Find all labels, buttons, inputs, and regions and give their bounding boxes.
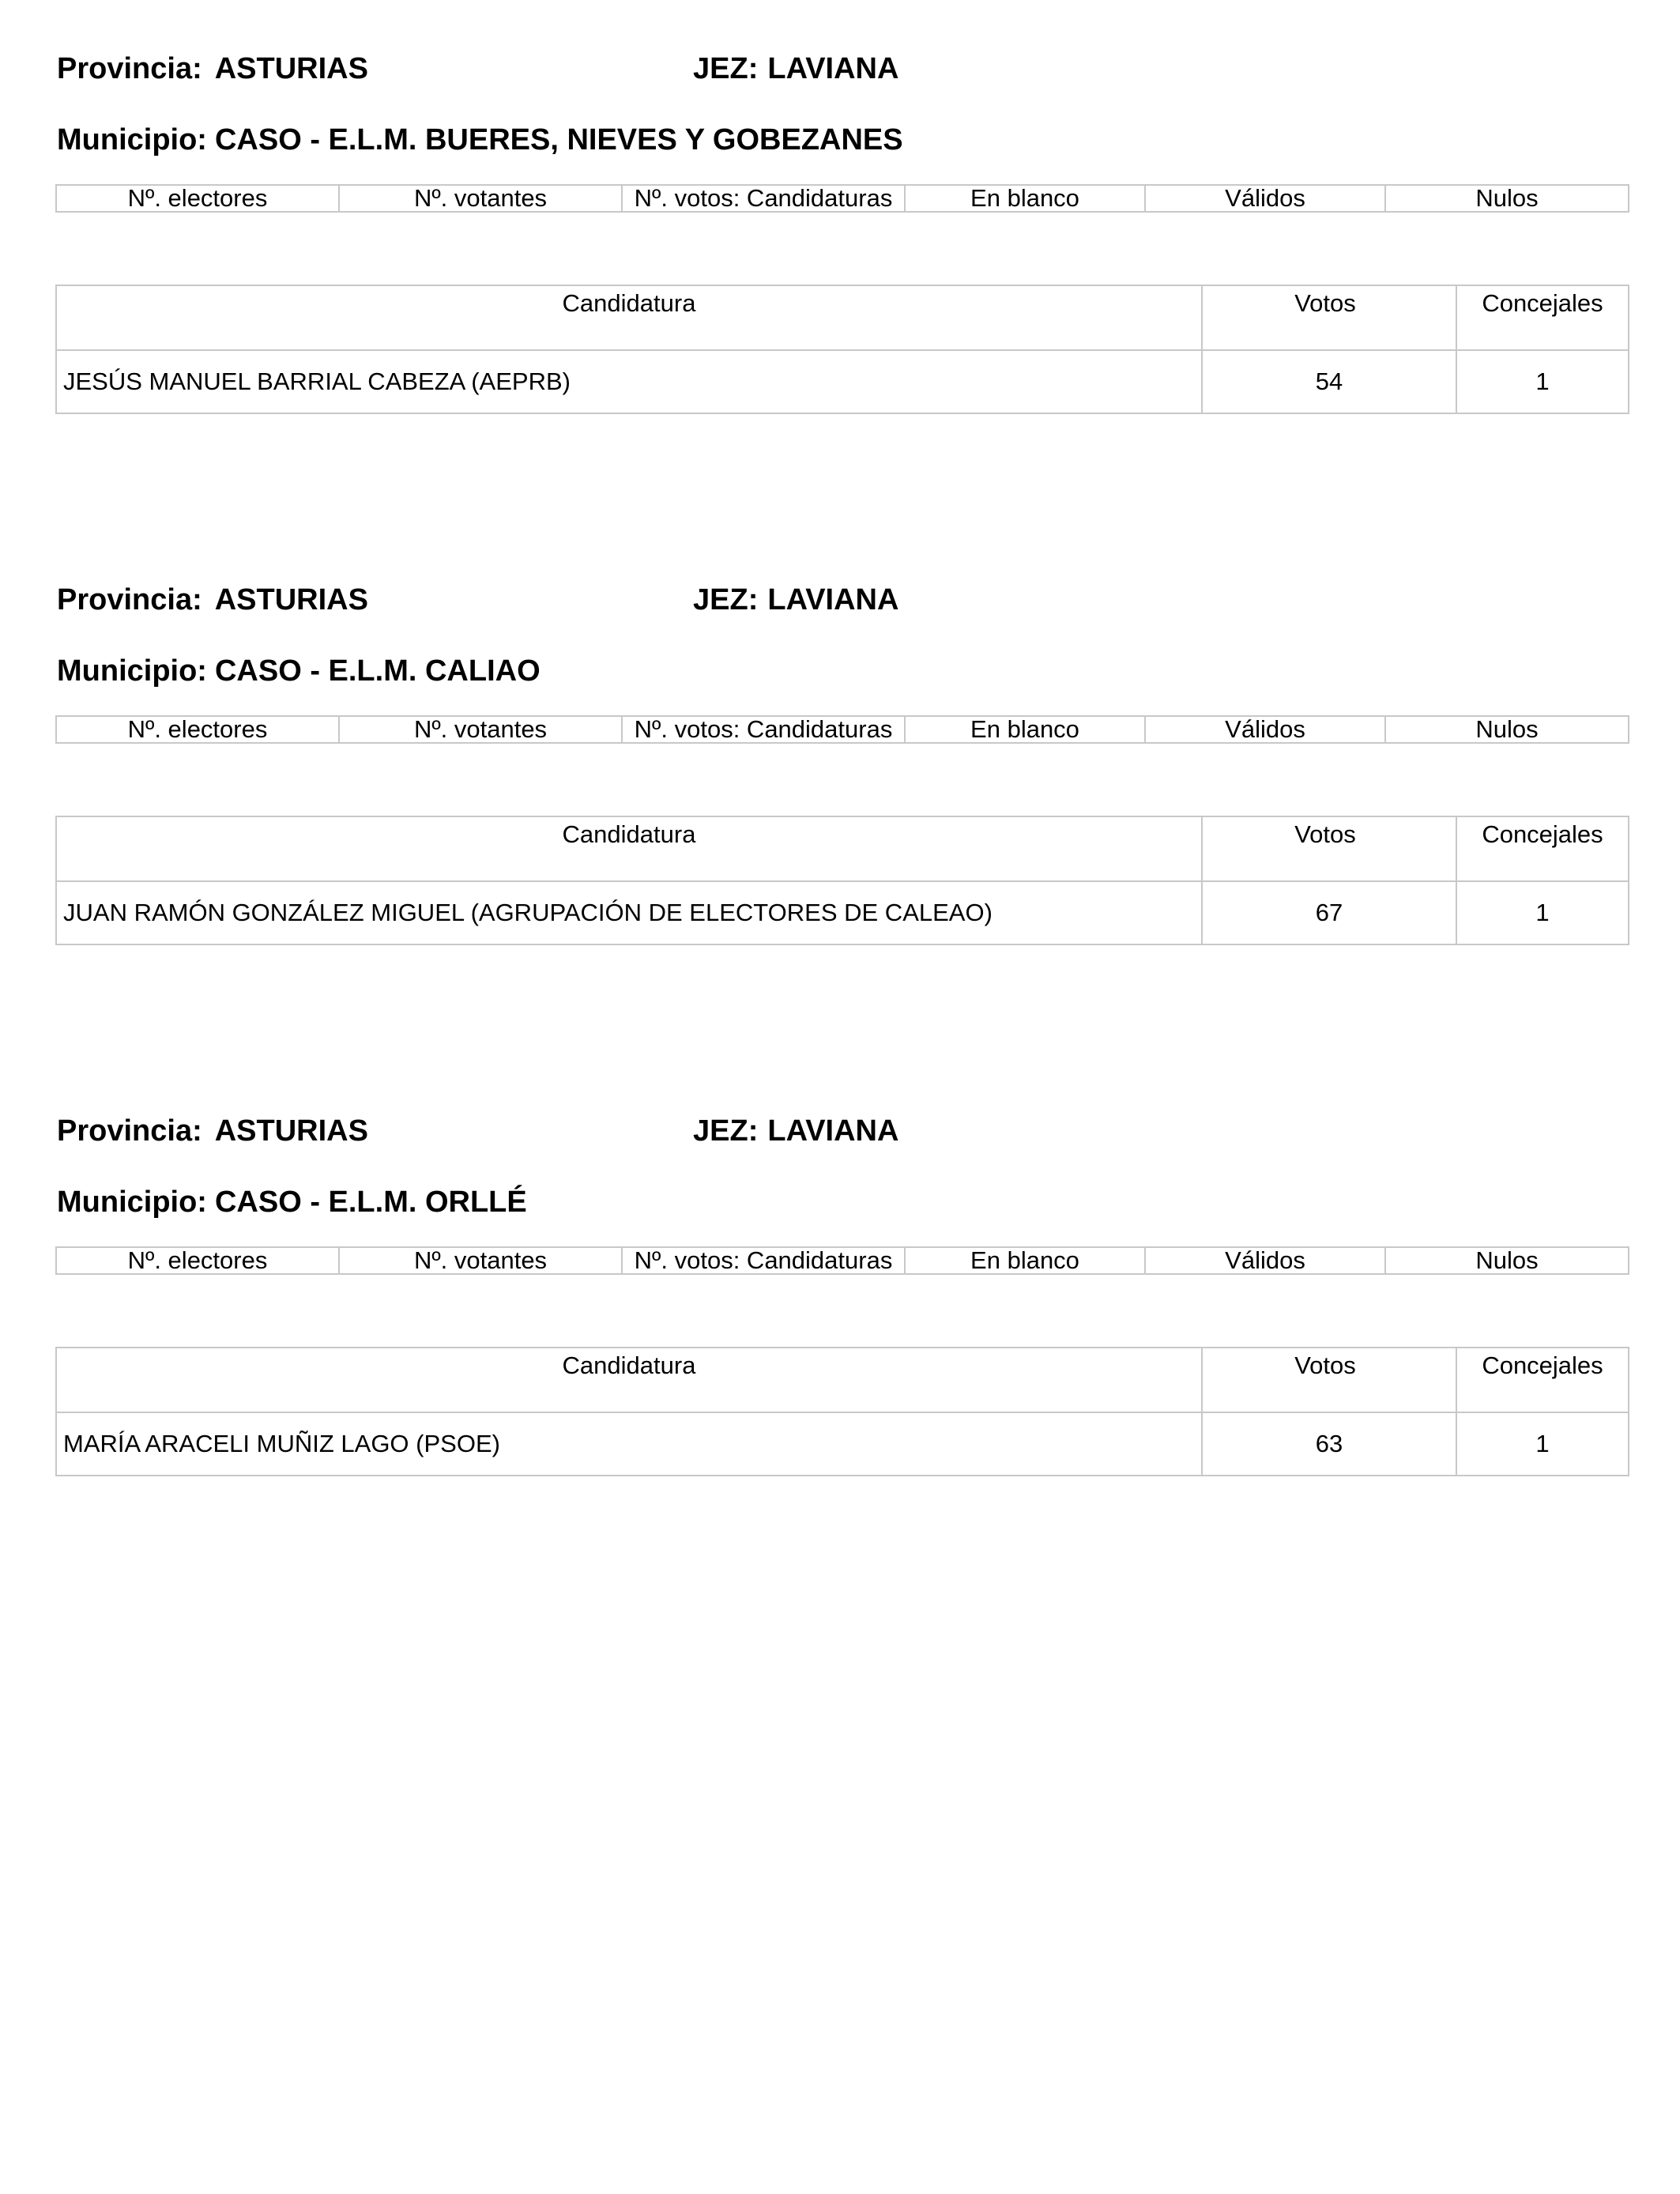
- provincia-heading: [57, 1113, 368, 1149]
- results-header-concejales: Concejales: [1456, 1348, 1629, 1412]
- stat-header-electores: Nº. electores: [56, 716, 339, 743]
- election-section-3: [55, 1113, 1628, 1555]
- provincia-label: Provincia:: [57, 583, 202, 616]
- provincia-label: Provincia:: [57, 52, 202, 85]
- jez-label: JEZ:: [693, 1114, 759, 1148]
- results-header-concejales: Concejales: [1456, 816, 1629, 881]
- candidatura-cell: MARÍA ARACELI MUÑIZ LAGO (PSOE): [56, 1412, 1202, 1476]
- results-header-votos: Votos: [1202, 816, 1456, 881]
- stat-header-votantes: Nº. votantes: [339, 716, 622, 743]
- stat-header-votos-candidaturas: Nº. votos: Candidaturas: [622, 1247, 905, 1274]
- results-table: [55, 816, 1629, 945]
- jez-label: JEZ:: [693, 52, 759, 85]
- jez-value: LAVIANA: [767, 52, 899, 85]
- provincia-value: ASTURIAS: [214, 52, 368, 85]
- results-header-concejales: Concejales: [1456, 285, 1629, 350]
- stat-header-votantes: Nº. votantes: [339, 185, 622, 212]
- jez-heading: [693, 582, 898, 618]
- stat-header-nulos: Nulos: [1385, 1247, 1629, 1274]
- provincia-heading: [57, 51, 368, 87]
- stat-header-nulos: Nulos: [1385, 185, 1629, 212]
- stat-header-votantes: Nº. votantes: [339, 1247, 622, 1274]
- stat-header-en-blanco: En blanco: [905, 716, 1145, 743]
- stat-header-validos: Válidos: [1145, 1247, 1385, 1274]
- concejales-cell: 1: [1456, 350, 1629, 413]
- municipio-value: CASO - E.L.M. BUERES, NIEVES Y GOBEZANES: [214, 123, 903, 156]
- stat-header-electores: Nº. electores: [56, 1247, 339, 1274]
- jez-value: LAVIANA: [767, 1114, 899, 1148]
- table-row: [56, 350, 1629, 413]
- provincia-value: ASTURIAS: [214, 1114, 368, 1148]
- table-row: [56, 881, 1629, 944]
- candidatura-cell: JESÚS MANUEL BARRIAL CABEZA (AEPRB): [56, 350, 1202, 413]
- results-header-candidatura: Candidatura: [56, 285, 1202, 350]
- concejales-cell: 1: [1456, 881, 1629, 944]
- results-table: [55, 285, 1629, 414]
- results-header-votos: Votos: [1202, 285, 1456, 350]
- jez-heading: [693, 1113, 898, 1149]
- candidatura-cell: JUAN RAMÓN GONZÁLEZ MIGUEL (AGRUPACIÓN DE ELECTORES DE CALEAO): [56, 881, 1202, 944]
- municipio-value: CASO - E.L.M. CALIAO: [214, 654, 541, 688]
- stats-table: [55, 715, 1629, 744]
- stat-header-nulos: Nulos: [1385, 716, 1629, 743]
- provincia-value: ASTURIAS: [214, 583, 368, 616]
- stat-header-validos: Válidos: [1145, 185, 1385, 212]
- stat-header-en-blanco: En blanco: [905, 1247, 1145, 1274]
- municipio-heading: [57, 1184, 527, 1220]
- municipio-label: Municipio:: [57, 654, 207, 688]
- results-header-candidatura: Candidatura: [56, 1348, 1202, 1412]
- election-section-1: [55, 51, 1628, 493]
- table-row: [56, 1412, 1629, 1476]
- stat-header-electores: Nº. electores: [56, 185, 339, 212]
- jez-label: JEZ:: [693, 583, 759, 616]
- municipio-label: Municipio:: [57, 123, 207, 156]
- results-table: [55, 1347, 1629, 1476]
- votos-cell: 67: [1202, 881, 1456, 944]
- concejales-cell: 1: [1456, 1412, 1629, 1476]
- jez-value: LAVIANA: [767, 583, 899, 616]
- votos-cell: 63: [1202, 1412, 1456, 1476]
- votos-cell: 54: [1202, 350, 1456, 413]
- stats-table: [55, 184, 1629, 213]
- municipio-label: Municipio:: [57, 1186, 207, 1219]
- stat-header-votos-candidaturas: Nº. votos: Candidaturas: [622, 185, 905, 212]
- stats-table: [55, 1246, 1629, 1275]
- municipio-value: CASO - E.L.M. ORLLÉ: [214, 1186, 527, 1219]
- jez-heading: [693, 51, 898, 87]
- provincia-label: Provincia:: [57, 1114, 202, 1148]
- municipio-heading: [57, 653, 541, 689]
- stat-header-validos: Válidos: [1145, 716, 1385, 743]
- election-section-2: [55, 582, 1628, 1024]
- results-header-votos: Votos: [1202, 1348, 1456, 1412]
- stat-header-en-blanco: En blanco: [905, 185, 1145, 212]
- provincia-heading: [57, 582, 368, 618]
- stat-header-votos-candidaturas: Nº. votos: Candidaturas: [622, 716, 905, 743]
- results-header-candidatura: Candidatura: [56, 816, 1202, 881]
- municipio-heading: [57, 122, 903, 158]
